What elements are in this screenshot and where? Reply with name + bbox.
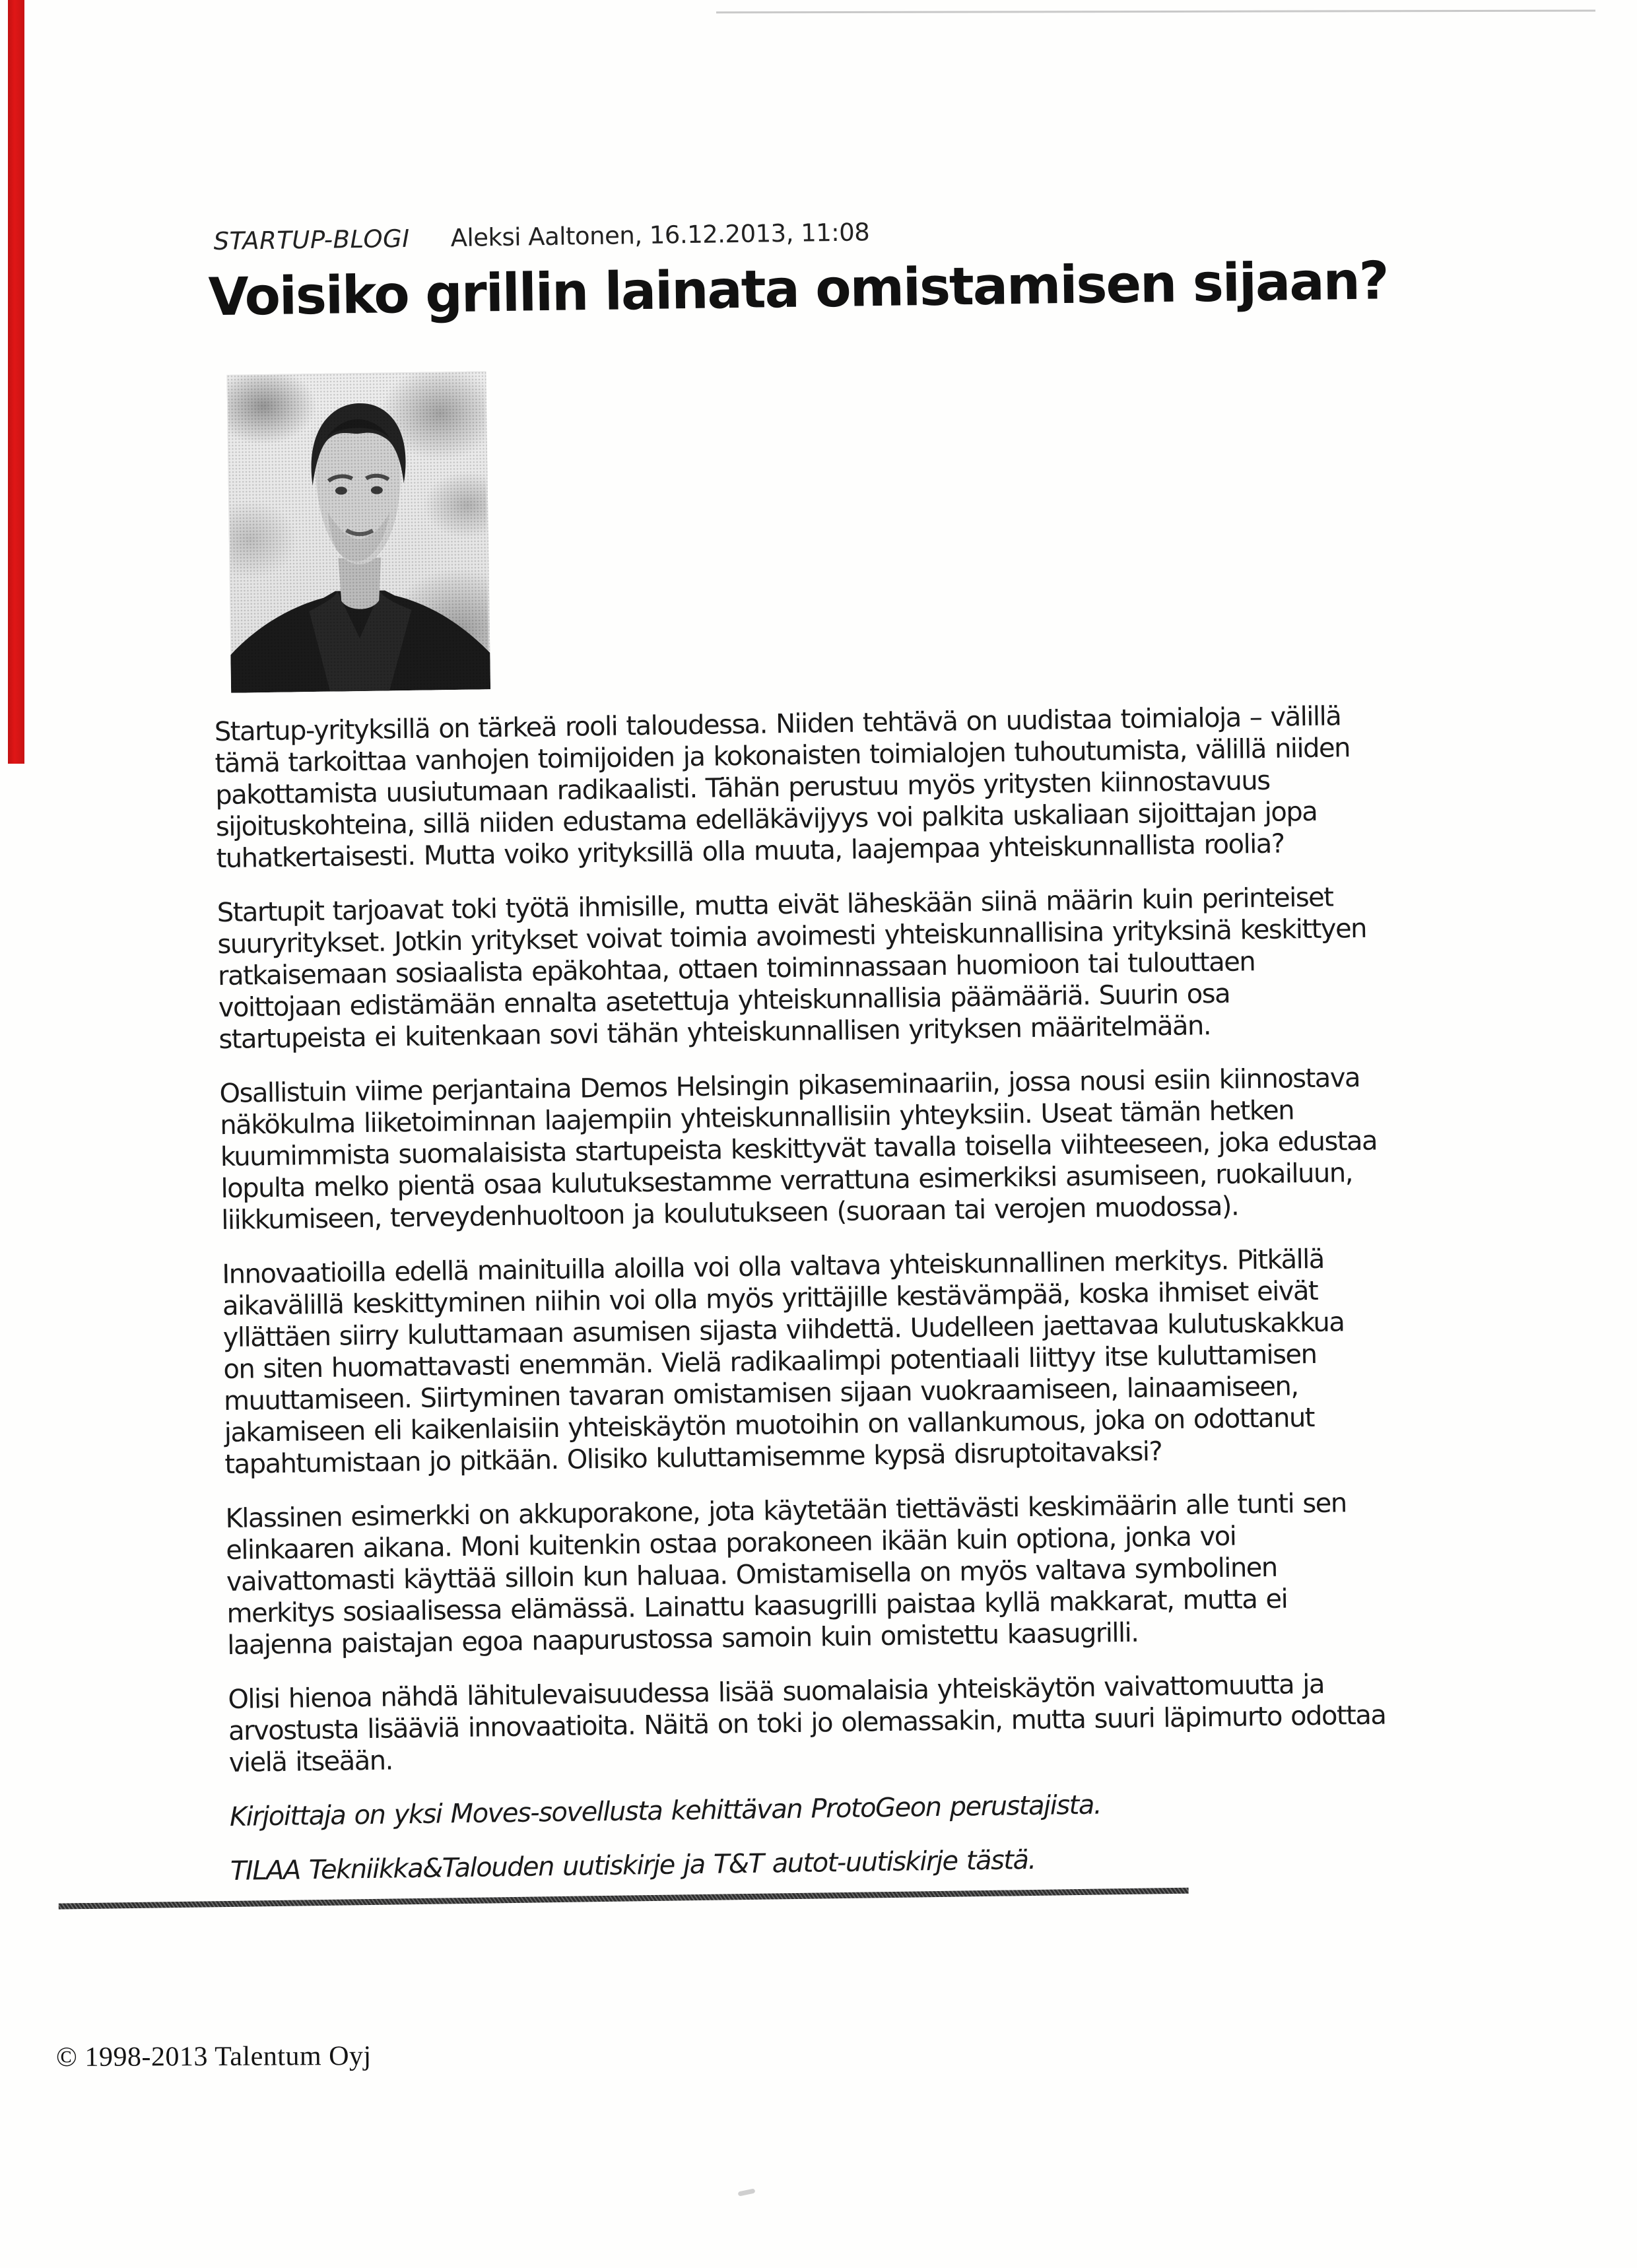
paragraph-1: Startup-yrityksillä on tärkeä rooli taloudessa. Niiden tehtävä on uudistaa toimialoja – välillä tämä tarkoittaa vanhojen toimijoiden ja kokonaisten toimialojen tuhoutumista, välillä niiden pakottamista uusiutumaan radikaalisti. Tähän perustuu myös yritysten kiinnostavuus sijoituskohteina, sillä niiden edustama edelläkävijyys voi palkita uskaliaan sijoittajan jopa tuhatkertaisesti. Mutta voiko yrityksillä olla muuta, laajempaa yhteiskunnallista roolia? xyxy=(214,701,1351,875)
portrait-illustration xyxy=(226,371,490,692)
copyright-line: © 1998-2013 Talentum Oyj xyxy=(55,2040,372,2073)
author-photo xyxy=(226,371,490,692)
author-footnote: Kirjoittaja on yksi Moves-sovellusta kehittävan ProtoGeon perustajista. xyxy=(229,1789,1102,1832)
paragraph-6: Olisi hienoa nähdä lähitulevaisuudessa lisää suomalaisia yhteiskäytön vaivattomuutta ja arvostusta lisääviä innovaatioita. Näitä on toki jo olemassakin, mutta suuri läpimurto odottaa vielä itseään. xyxy=(228,1669,1386,1778)
byline: Aleksi Aaltonen, 16.12.2013, 11:08 xyxy=(450,218,870,253)
article-body xyxy=(215,700,1393,1910)
article-header xyxy=(213,217,869,257)
subscribe-footnote: TILAA Tekniikka&Talouden uutiskirje ja T&T autot-uutiskirje tästä. xyxy=(230,1844,1036,1886)
paragraph-5: Klassinen esimerkki on akkuporakone, jota käytetään tiettävästi keskimäärin alle tunti sen elinkaaren aikana. Moni kuitenkin ostaa porakoneen ikään kuin optiona, jonka voi vaivattomasti käyttää silloin kun haluaa. Omistamisella on myös valtava symbolinen merkitys sosiaalisessa elämässä. Lainattu kaasugrilli paistaa kyllä makkarat, mutta ei laajenna paistajan egoa naapurustossa samoin kuin omistettu kaasugrilli. xyxy=(225,1488,1347,1661)
paragraph-4: Innovaatioilla edellä mainituilla aloilla voi olla valtava yhteiskunnallinen merkitys. Pitkällä aikavälillä keskittyminen niihin voi olla myös yrittäjille kestävämpää, koska ihmiset eivät yllättäen siirry kuluttamaan asumisen sijasta viihdettä. Uudelleen jaettavaa kulutuskakkua on siten huomattavasti enemmän. Vielä radikaalimpi potentiaali liittyy itse kuluttamisen muuttamiseen. Siirtyminen tavaran omistamisen sijaan vuokraamiseen, lainaamiseen, jakamiseen eli kaikenlaisiin yhteiskäytön muotoihin on vallankumous, joka on odottanut tapahtumistaan jo pitkään. Olisiko kuluttamisemme kypsä disruptoitavaksi? xyxy=(222,1244,1345,1481)
section-label: STARTUP-BLOGI xyxy=(213,224,410,256)
paragraph-3: Osallistuin viime perjantaina Demos Helsingin pikaseminaariin, jossa nousi esiin kiinnostava näkökulma liiketoiminnan laajempiin yhteiskunnallisiin yhteyksiin. Useat tämän hetken kuumimmista suomalaisista startupeista keskittyvät tavalla toisella viihteeseen, joka edustaa lopulta melko pientä osaa kulutuksestamme verrattuna esimerkiksi asumiseen, ruokailuun, liikkumiseen, terveydenhuoltoon ja koulutukseen (suoraan tai verojen muodossa). xyxy=(219,1062,1378,1236)
paragraph-2: Startupit tarjoavat toki työtä ihmisille, mutta eivät läheskään siinä määrin kuin perinteiset suuryritykset. Jotkin yritykset voivat toimia avoimesti yhteiskunnallisina yrityksinä keskittyen ratkaisemaan sosiaalista epäkohtaa, ottaen toiminnassaan huomioon tai tulouttaen voittojaan edistämään ennalta asetettuja yhteiskunnallisia päämääriä. Suurin osa startupeista ei kuitenkaan sovi tähän yhteiskunnallisen yrityksen määritelmään. xyxy=(217,882,1367,1055)
article-title: Voisiko grillin lainata omistamisen sijaan? xyxy=(208,250,1389,328)
